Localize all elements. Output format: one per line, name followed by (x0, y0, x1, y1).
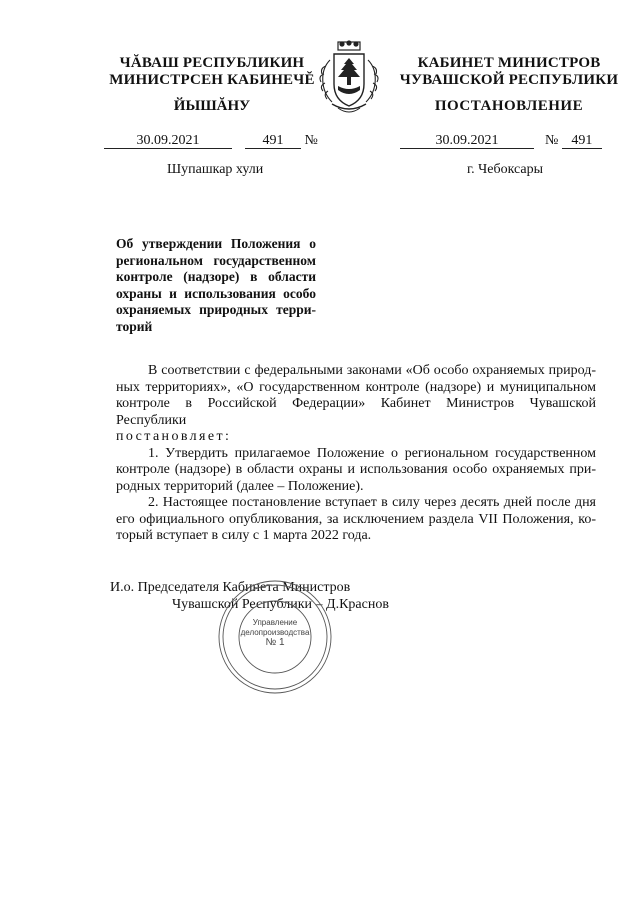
header-right-line-2: ЧУВАШСКОЙ РЕСПУБЛИКИ (399, 72, 619, 88)
header-left-doctype: ЙЫШĂНУ (173, 98, 251, 114)
title-line: торий (116, 318, 153, 334)
body-line: торый вступает в силу с 1 марта 2022 года. (116, 528, 372, 543)
body-line: 2. Настоящее постановление вступает в силу через десять дней после дня (148, 495, 596, 510)
left-number: 491 (245, 133, 301, 149)
right-city: г. Чебоксары (467, 162, 544, 177)
stamp-line-2: делопроизводства (240, 628, 310, 637)
stamp-line-1: Управление (252, 618, 298, 627)
document-body (116, 363, 596, 545)
right-number-sign: № (545, 133, 559, 148)
paragraph-item-2 (116, 495, 596, 545)
coat-of-arms-icon (316, 40, 382, 116)
signature-line-2: Чувашской Республики – Д.Краснов (172, 597, 389, 612)
stamp-inner-text (215, 618, 335, 648)
document-title (116, 236, 316, 335)
header-right-org (395, 55, 623, 89)
body-line: В соответствии с федеральными законами «Об особо охраняемых природ- (148, 363, 596, 378)
right-number: 491 (562, 133, 602, 149)
left-city: Шупашкар хули (167, 162, 264, 177)
paragraph-preamble (116, 363, 596, 446)
official-stamp (215, 578, 335, 696)
left-date: 30.09.2021 (104, 133, 232, 149)
left-number-sign: № (304, 133, 318, 148)
stamp-line-3: № 1 (265, 637, 285, 648)
title-line: контроле (надзоре) в области (116, 269, 316, 284)
title-line: региональном государственном (116, 252, 316, 268)
right-date: 30.09.2021 (400, 133, 534, 149)
title-line: охраняемых природных терри- (116, 302, 316, 317)
header-right-doctype: ПОСТАНОВЛЕНИЕ (434, 98, 584, 114)
resolves-word: постановляет: (116, 429, 232, 444)
header-left-line-2: МИНИСТРСЕН КАБИНЕЧĔ (109, 72, 315, 88)
body-line: ных территориях», «О государственном контроле (надзоре) и муниципальном (116, 379, 596, 395)
header-left-org (92, 55, 332, 89)
header-left-line-1: ЧĂВАШ РЕСПУБЛИКИН (119, 55, 305, 71)
body-line: родных территорий (далее – Положение). (116, 478, 364, 494)
body-line: контроле (надзоре) в области охраны и использования особо охраняемых при- (116, 462, 596, 477)
body-line: его официального опубликования, за исключением раздела VII Положения, ко- (116, 511, 596, 527)
header-right-line-1: КАБИНЕТ МИНИСТРОВ (417, 55, 601, 71)
signature-line-1: И.о. Председателя Кабинета Министров (110, 580, 351, 595)
numbering-right (400, 133, 602, 151)
numbering-left (104, 133, 318, 151)
title-line: охраны и использования особо (116, 285, 316, 301)
title-line: Об утверждении Положения о (116, 236, 316, 251)
body-line: 1. Утвердить прилагаемое Положение о региональном государственном (148, 445, 596, 461)
body-line: контроле в Российской Федерации» Кабинет Министров Чувашской Республики (116, 396, 596, 428)
paragraph-item-1 (116, 446, 596, 496)
